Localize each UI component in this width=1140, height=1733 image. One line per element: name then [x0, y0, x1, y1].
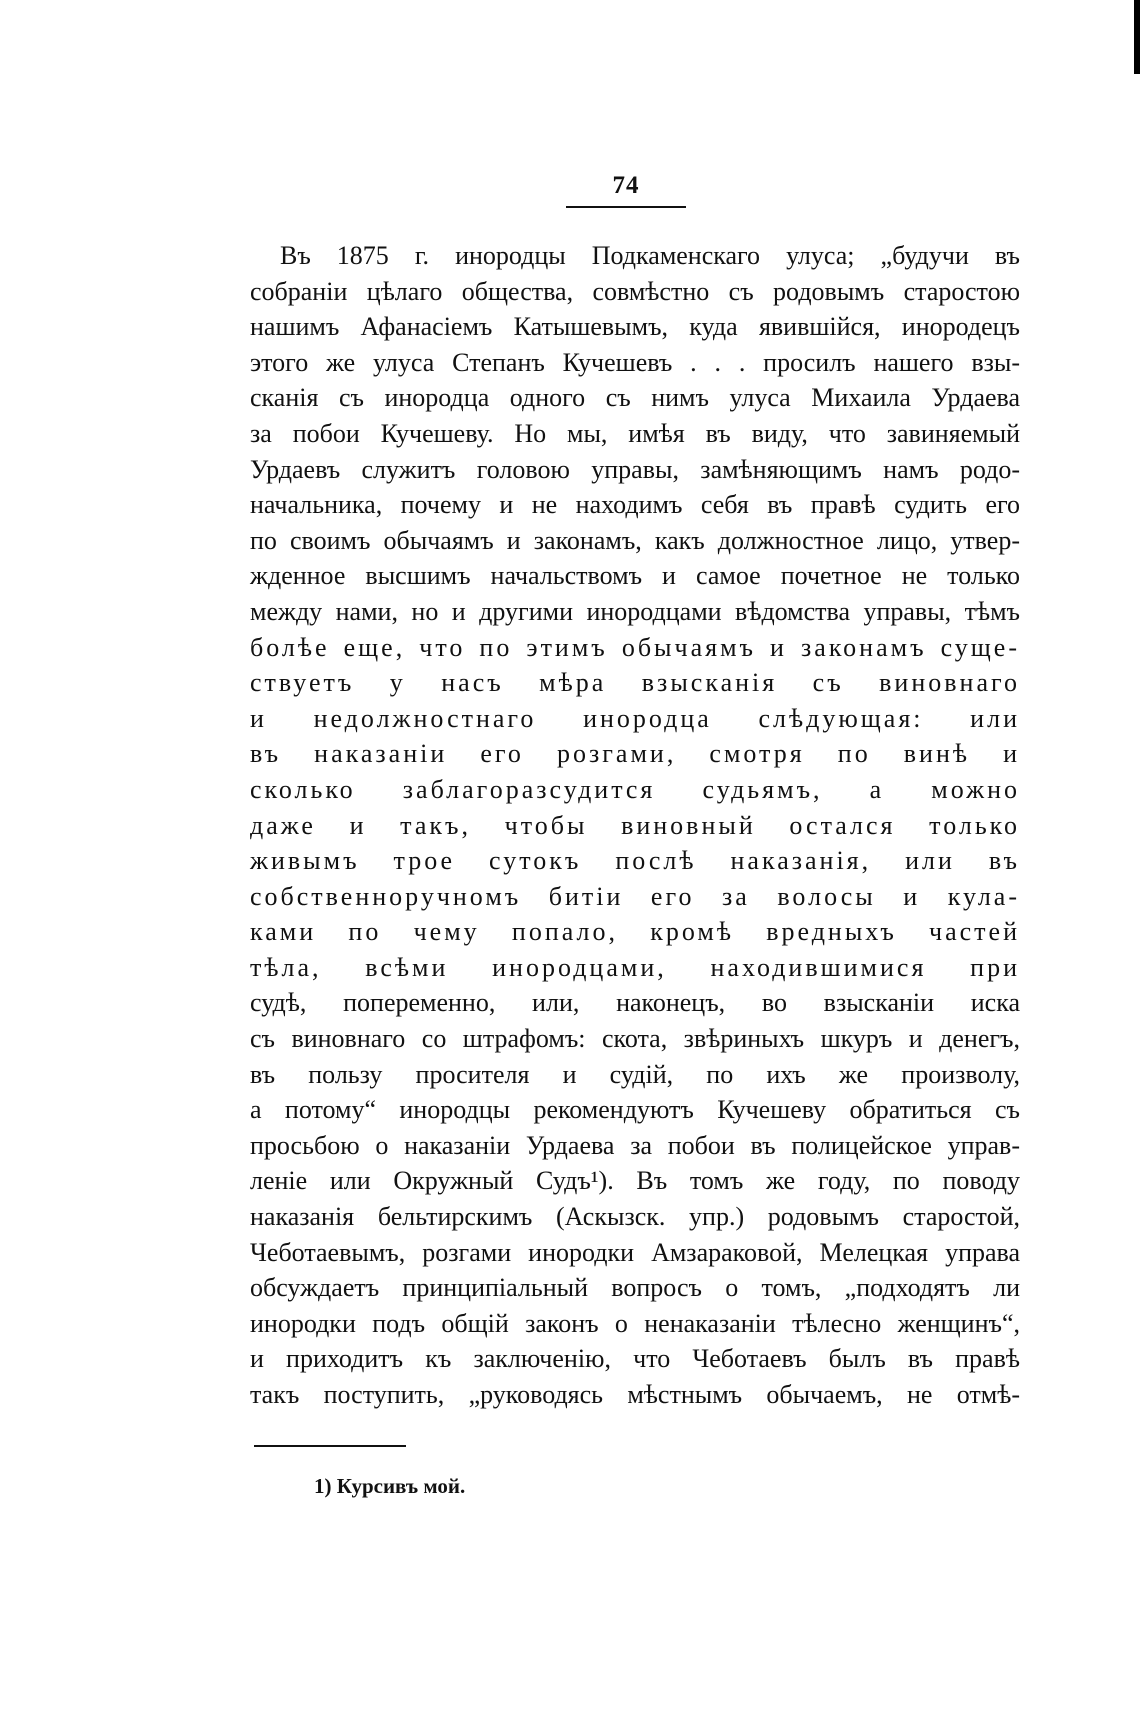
text-line: ствуетъ у насъ мѣра взысканія съ виновнаго — [250, 668, 1020, 698]
text-line: въ наказаніи его розгами, смотря по винѣ и — [250, 739, 1020, 769]
text-line: инородки подъ общій законъ о ненаказаніи тѣлесно женщинъ“, — [250, 1308, 1020, 1338]
text-line: и недолжностнаго инородца слѣдующая: или — [250, 703, 1020, 733]
text-line: просьбою о наказаніи Урдаева за побои въ полицейское управ- — [250, 1130, 1020, 1160]
text-line: собственноручномъ битіи его за волосы и кула- — [250, 881, 1020, 911]
page-number-rule — [566, 206, 686, 208]
text-line: и приходитъ къ заключенію, что Чеботаевъ былъ въ правѣ — [250, 1344, 1020, 1374]
text-line: собраніи цѣлаго общества, совмѣстно съ родовымъ старостою — [250, 276, 1020, 306]
text-line: леніе или Окружный Судъ¹). Въ томъ же году, по поводу — [250, 1166, 1020, 1196]
text-line: судѣ, попеременно, или, наконецъ, во взысканіи иска — [250, 988, 1020, 1018]
text-line: тѣла, всѣми инородцами, находившимися при — [250, 952, 1020, 982]
text-line: между нами, но и другими инородцами вѣдомства управы, тѣмъ — [250, 596, 1020, 626]
scan-edge-mark — [1134, 0, 1140, 74]
text-line: Чеботаевымъ, розгами инородки Амзараковой, Мелецкая управа — [250, 1237, 1020, 1267]
text-line: Урдаевъ служитъ головою управы, замѣняющимъ намъ родо- — [250, 454, 1020, 484]
text-line: болѣе еще, что по этимъ обычаямъ и законамъ суще- — [250, 632, 1020, 662]
text-line: начальника, почему и не находимъ себя въ правѣ судить его — [250, 490, 1020, 520]
text-line: этого же улуса Степанъ Кучешевъ . . . просилъ нашего взы- — [250, 347, 1020, 377]
text-line: по своимъ обычаямъ и законамъ, какъ должностное лицо, утвер- — [250, 525, 1020, 555]
text-line: Въ 1875 г. инородцы Подкаменскаго улуса; „будучи въ — [280, 241, 1020, 270]
text-line: наказанія бельтирскимъ (Аскызск. упр.) родовымъ старостой, — [250, 1202, 1020, 1232]
text-line: сканія съ инородца одного съ нимъ улуса Михаила Урдаева — [250, 383, 1020, 413]
text-line: въ пользу просителя и судій, по ихъ же произволу, — [250, 1059, 1020, 1089]
text-line: ками по чему попало, кромѣ вредныхъ частей — [250, 917, 1020, 947]
text-line: нашимъ Афанасіемъ Катышевымъ, куда явившійся, инородецъ — [250, 312, 1020, 342]
text-line: а потому“ инородцы рекомендуютъ Кучешеву обратиться съ — [250, 1095, 1020, 1125]
footnote: 1) Курсивъ мой. — [314, 1474, 466, 1498]
text-line: съ виновнаго со штрафомъ: скота, звѣриныхъ шкуръ и денегъ, — [250, 1024, 1020, 1054]
text-line: обсуждаетъ принципіальный вопросъ о томъ, „подходятъ ли — [250, 1273, 1020, 1303]
body-text — [250, 238, 1020, 1413]
text-line: такъ поступить, „руководясь мѣстнымъ обычаемъ, не отмѣ- — [250, 1380, 1020, 1409]
text-line: живымъ трое сутокъ послѣ наказанія, или въ — [250, 846, 1020, 876]
text-line: жденное высшимъ начальствомъ и самое почетное не только — [250, 561, 1020, 591]
text-line: сколько заблагоразсудится судьямъ, а можно — [250, 774, 1020, 804]
text-line: даже и такъ, чтобы виновный остался только — [250, 810, 1020, 840]
text-line: за побои Кучешеву. Но мы, имѣя въ виду, что завиняемый — [250, 418, 1020, 448]
page-number: 74 — [612, 172, 640, 199]
footnote-rule — [254, 1445, 406, 1447]
